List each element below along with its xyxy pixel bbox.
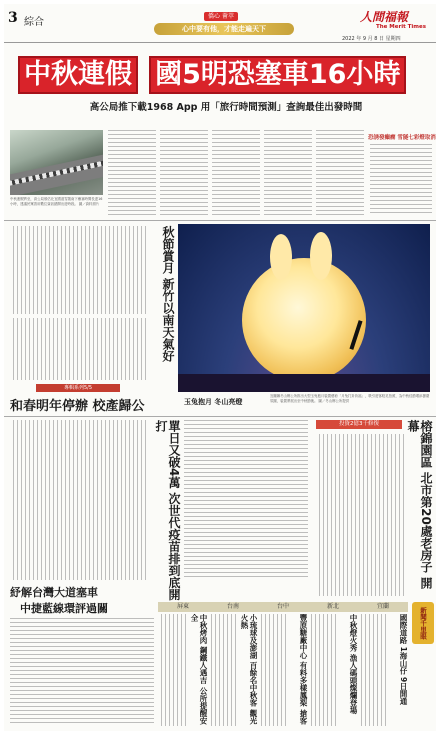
tab-pingtung: 屏東 (176, 603, 189, 610)
side-note-body (370, 144, 432, 216)
issue-date: 2022 年 9 月 8 日 星期四 (342, 36, 401, 42)
regional-body-3 (258, 614, 286, 726)
regional-tabs (158, 602, 408, 612)
lead-headline-b: 國5明恐塞車16小時 (149, 56, 406, 94)
newspaper-page (4, 4, 436, 731)
lead-body-col3 (212, 130, 260, 216)
regional-headline-4: 中秋燈火秀 漁人碼頭燦爛登場 (349, 614, 358, 715)
side-note-title: 恐誘發癲癇 雪隧七彩燈取消 (368, 135, 436, 141)
moon-photo-title: 玉兔抱月 冬山亮燈 (184, 398, 243, 406)
paper-name: 人間福報 (360, 10, 409, 24)
mrt-headline-1: 紓解台灣大道塞車 (10, 586, 98, 599)
vaccine-body (184, 420, 308, 580)
regional-headline-5: 國際道路 1海山仔 9日開通 (399, 614, 408, 705)
strike-headline: 和春明年停辦 校產歸公 (10, 399, 145, 414)
tab-tainan: 台南 (226, 603, 239, 610)
moon-photo (178, 224, 430, 392)
regional-item-4 (308, 614, 358, 726)
regional-body-4 (308, 614, 336, 726)
highway-photo (10, 130, 103, 195)
moon-photo-caption: 宜蘭縣冬山鄉公所推出大型玉兔抱月裝置藝術「月兔打卦祈福」，吸引遊客駐足拍照，為中秋佳節增添節慶氛圍，裝置將展出至中秋節後。 圖／冬山鄉公所提供 (270, 394, 430, 403)
regional-headline-2: 小琉球及澎湖 百餘名中秋客 觀光火熱 (240, 614, 258, 725)
lead-body-col5 (316, 130, 364, 216)
regional-headline-3: 豐原糖廠中心 有料多樣鳳梨 搶客 (299, 614, 308, 725)
strike-kicker: 專輯系列5/5 (36, 384, 120, 392)
rabbit-ear-right (310, 232, 332, 280)
moon-rabbit-glow (242, 258, 366, 382)
regional-body-1 (158, 614, 186, 726)
elderly-headline: 榕錦園區 北市第20處老房子 開幕 (406, 420, 433, 590)
tab-new-taipei: 新北 (326, 603, 339, 610)
regional-item-5 (358, 614, 408, 726)
regional-item-1 (158, 614, 208, 726)
banner-motto: 心中要有他，才能走遍天下 (154, 23, 294, 35)
banner-tag (204, 12, 238, 21)
mrt-body (10, 618, 154, 726)
strike-body (10, 420, 146, 580)
moon-headline: 秋節賞月 新竹以南天氣好 (161, 226, 175, 363)
mid-left-body (10, 226, 146, 314)
paper-name-en: The Merit Times (376, 24, 427, 30)
regional-item-2 (208, 614, 258, 726)
page-number: 3 (8, 10, 18, 26)
ground-shadow (178, 374, 430, 392)
mid-rule (4, 416, 436, 417)
regional-body-5 (358, 614, 386, 726)
lead-body-col2 (160, 130, 208, 216)
lead-headline-a: 中秋連假 (18, 56, 138, 94)
vaccine-headline: 單日又破4萬 次世代疫苗排到底開打 (154, 420, 181, 601)
lead-body-col4 (264, 130, 312, 216)
tab-taichung: 台中 (276, 603, 289, 610)
lead-body-col1 (108, 130, 156, 216)
tab-yilan: 宜蘭 (376, 603, 389, 610)
lead-subhead: 高公局推下載1968 App 用「旅行時間預測」查詢最佳出發時間 (89, 102, 363, 113)
regional-item-3 (258, 614, 308, 726)
elderly-body (316, 434, 404, 596)
regional-body-2 (208, 614, 236, 726)
mrt-headline-2: 中捷藍線環評過關 (20, 602, 108, 615)
rabbit-ear-left (270, 234, 292, 280)
masthead-rule (4, 42, 436, 43)
elderly-kicker: 投資2億3千修復 (316, 420, 402, 429)
lead-headline-box (18, 56, 420, 96)
moon-body (10, 318, 146, 380)
regional-headline-1: 中秋烤肉 鋼鐵人遇吉 公所提醒安全 (190, 614, 208, 725)
section-label: 綜合 (24, 17, 44, 28)
banner-tag-b: 薈萃 (222, 13, 235, 20)
lead-bottom-rule (4, 220, 436, 221)
highway-photo-caption: 中秋連假將至，高公局預估北宜國道雪隧南下壅塞時間長達16小時，建議民眾善用數位資訊錯開出遊時段。 圖／資料照片 (10, 197, 103, 206)
news-stamp: 新聞千里眼 (412, 602, 434, 644)
banner-tag-a: 僑心 (207, 13, 220, 20)
regional-strip (158, 602, 408, 728)
